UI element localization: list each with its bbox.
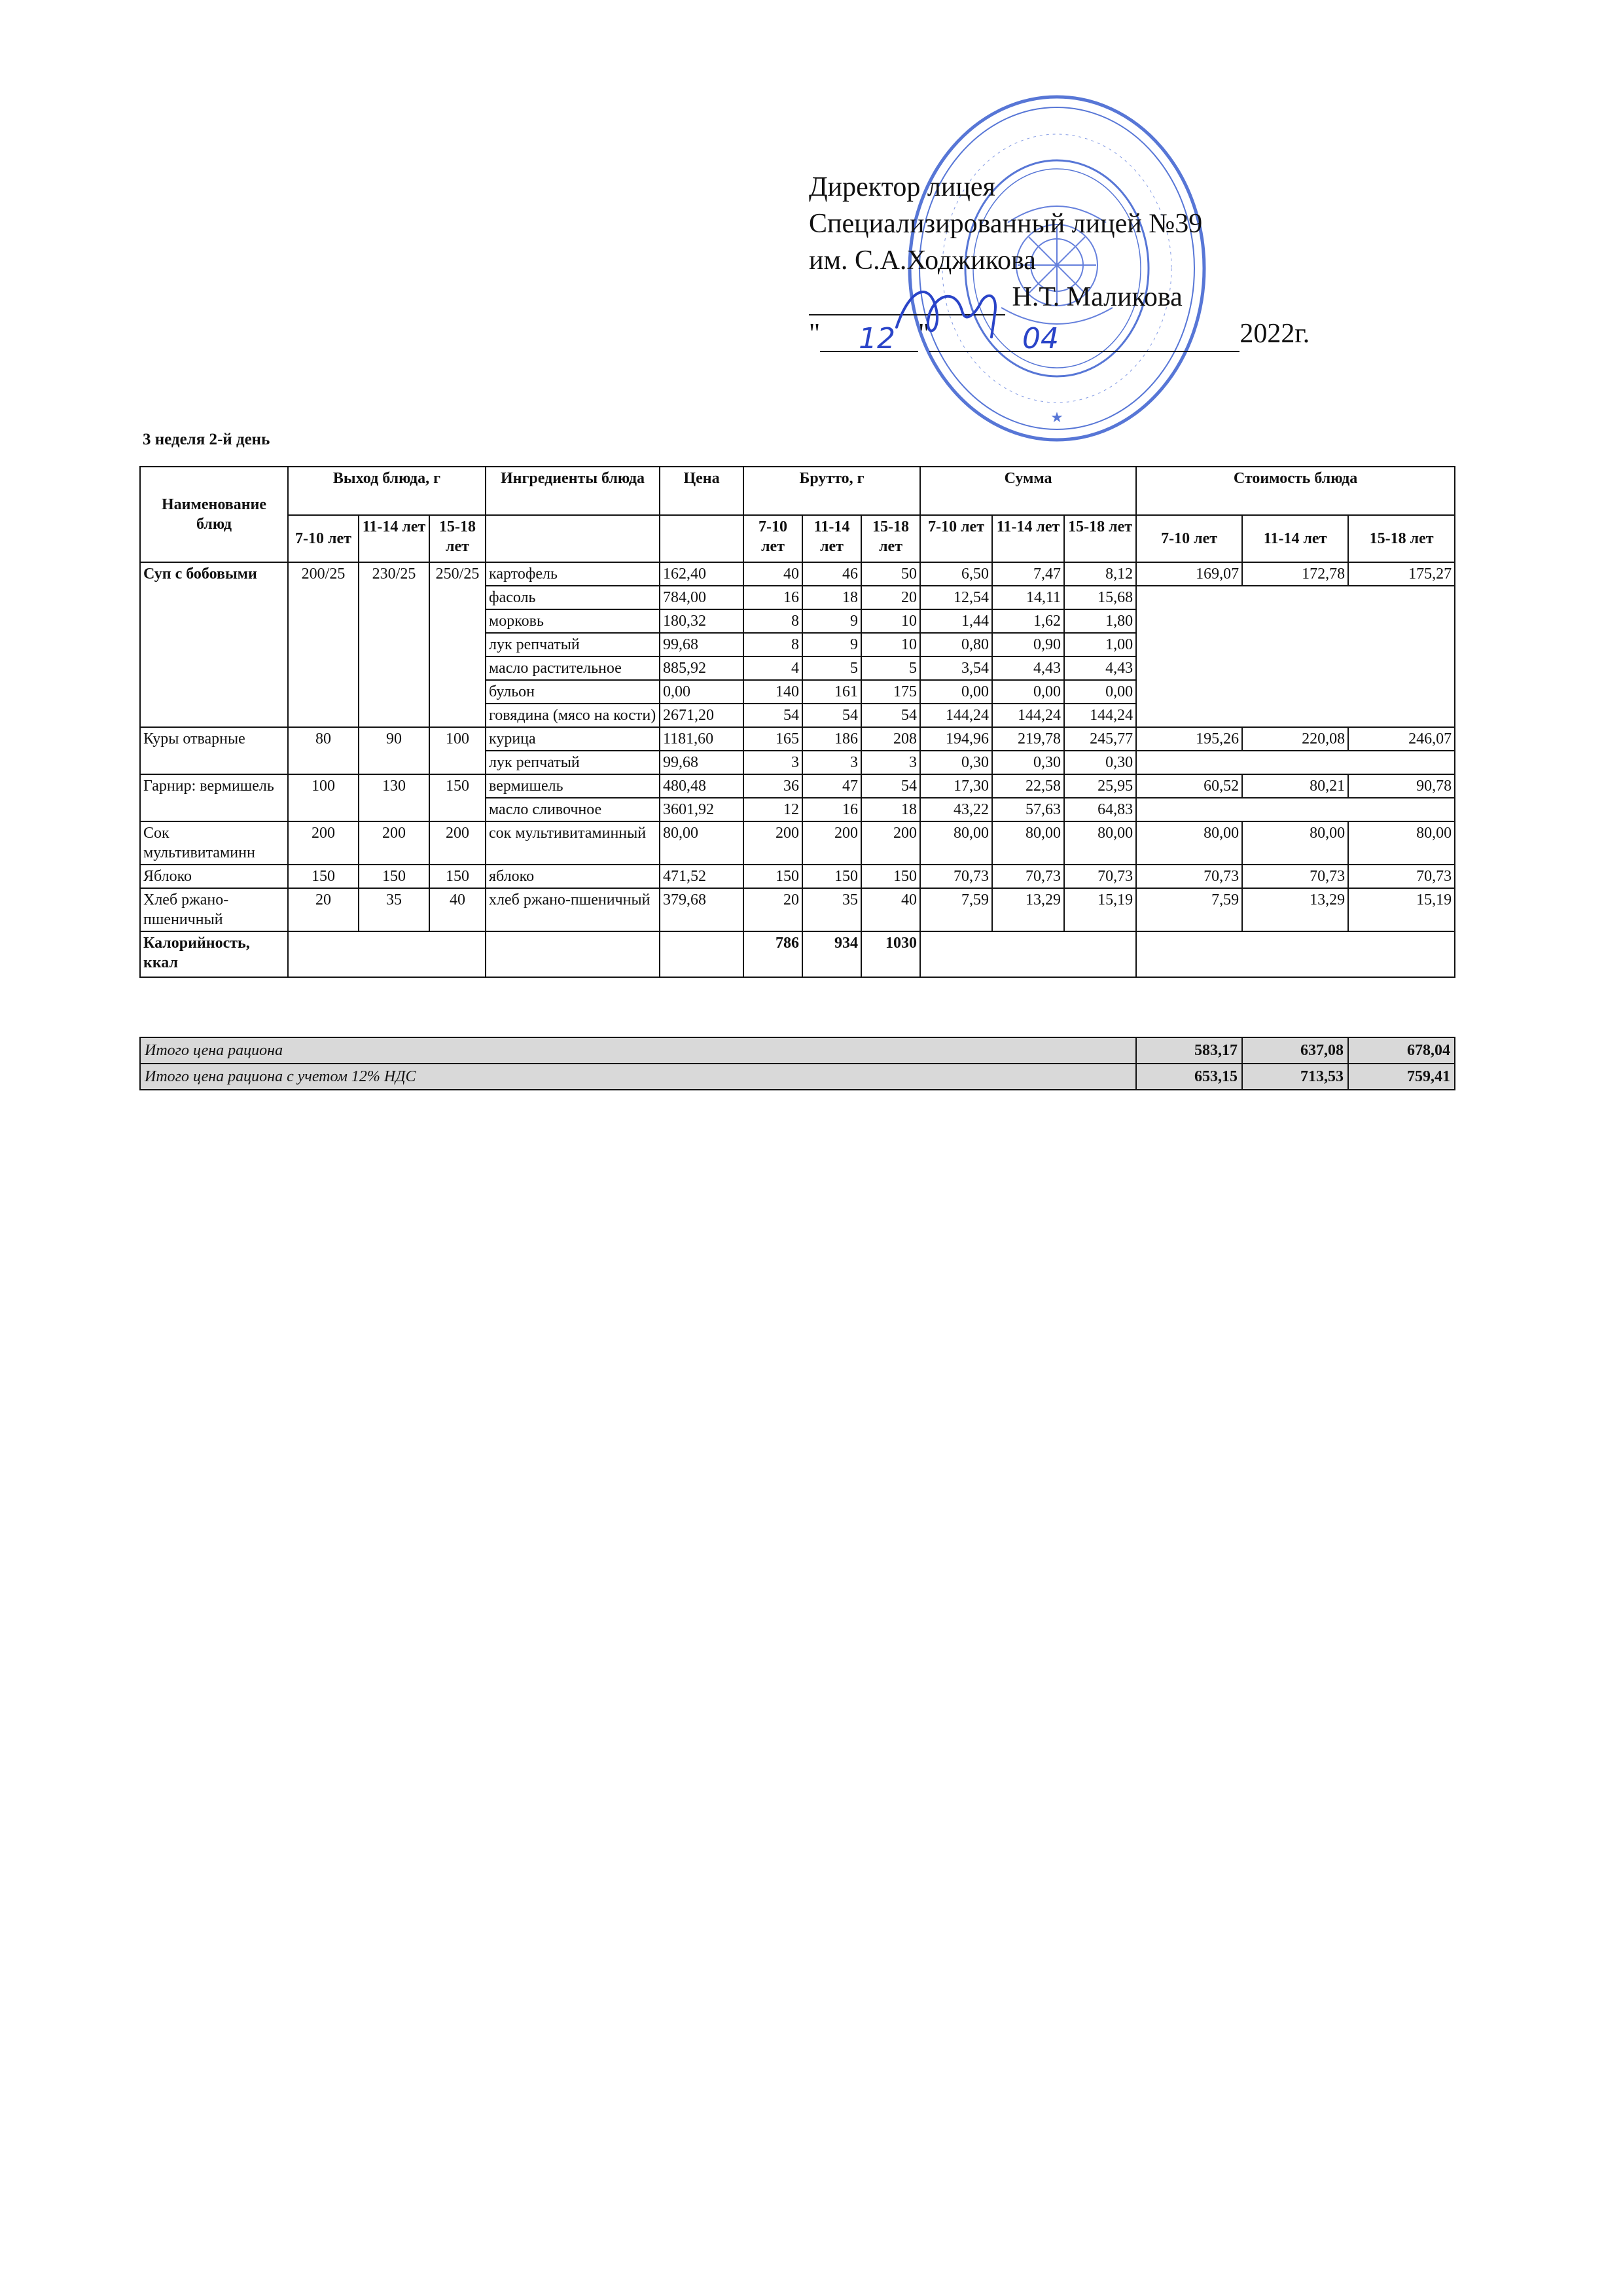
- menu-table: [139, 466, 1455, 978]
- dish-cost: 80,21: [1242, 774, 1348, 798]
- header-sum-age1: 7-10 лет: [920, 515, 992, 562]
- ingredient-brutto: 20: [861, 586, 920, 609]
- ingredient-brutto: 50: [861, 562, 920, 586]
- approval-position: Директор лицея: [809, 172, 995, 202]
- approval-school: Специализированный лицей №39: [809, 209, 1203, 239]
- ingredient-price: 379,68: [660, 888, 743, 931]
- ingredient-brutto: 16: [802, 798, 861, 821]
- ingredient-brutto: 40: [861, 888, 920, 931]
- header-output-age2: 11-14 лет: [359, 515, 429, 562]
- ingredient-sum: 17,30: [920, 774, 992, 798]
- ingredient-brutto: 54: [802, 704, 861, 727]
- ingredient-sum: 57,63: [992, 798, 1064, 821]
- ingredient-brutto: 54: [743, 704, 802, 727]
- header-brutto-age1: 7-10 лет: [743, 515, 802, 562]
- dish-cost: 172,78: [1242, 562, 1348, 586]
- ingredient-name: сок мультивитаминный: [486, 821, 660, 865]
- dish-output: 250/25: [429, 562, 486, 727]
- header-dish: Наименование блюд: [140, 467, 288, 562]
- ingredient-name: говядина (мясо на кости): [486, 704, 660, 727]
- ingredient-sum: 25,95: [1064, 774, 1136, 798]
- dish-cost: 246,07: [1348, 727, 1455, 751]
- dish-cost: 195,26: [1136, 727, 1242, 751]
- ingredient-sum: 43,22: [920, 798, 992, 821]
- ingredient-price: 0,00: [660, 680, 743, 704]
- date-mid-quote: ": [918, 319, 930, 349]
- total-vat-value: 759,41: [1348, 1064, 1455, 1090]
- table-row: [140, 888, 1455, 931]
- total-row: [140, 1064, 1455, 1090]
- total-vat-label: Итого цена рациона с учетом 12% НДС: [140, 1064, 1136, 1090]
- ingredient-brutto: 3: [743, 751, 802, 774]
- ingredient-brutto: 175: [861, 680, 920, 704]
- total-vat-value: 653,15: [1136, 1064, 1242, 1090]
- ingredient-brutto: 186: [802, 727, 861, 751]
- ingredient-price: 99,68: [660, 751, 743, 774]
- totals-table: [139, 1037, 1455, 1090]
- ingredient-brutto: 140: [743, 680, 802, 704]
- ingredient-price: 180,32: [660, 609, 743, 633]
- ingredient-price: 2671,20: [660, 704, 743, 727]
- svg-text:★: ★: [1050, 410, 1063, 426]
- ingredient-name: хлеб ржано-пшеничный: [486, 888, 660, 931]
- ingredient-name: лук репчатый: [486, 633, 660, 656]
- ingredient-price: 162,40: [660, 562, 743, 586]
- calories-empty-cell: [920, 931, 1136, 977]
- ingredient-sum: 7,59: [920, 888, 992, 931]
- ingredient-sum: 15,68: [1064, 586, 1136, 609]
- table-row: [140, 865, 1455, 888]
- calories-empty-cell: [486, 931, 660, 977]
- dish-name: Суп с бобовыми: [140, 562, 288, 727]
- ingredient-brutto: 208: [861, 727, 920, 751]
- ingredient-sum: 0,00: [920, 680, 992, 704]
- calories-empty-cell: [660, 931, 743, 977]
- ingredient-sum: 144,24: [920, 704, 992, 727]
- header-output-age1: 7-10 лет: [288, 515, 359, 562]
- ingredient-brutto: 9: [802, 609, 861, 633]
- dish-cost: 80,00: [1136, 821, 1242, 865]
- header-brutto: Брутто, г: [743, 467, 920, 515]
- dish-cost: 15,19: [1348, 888, 1455, 931]
- ingredient-brutto: 3: [802, 751, 861, 774]
- ingredient-price: 471,52: [660, 865, 743, 888]
- dish-output: 150: [359, 865, 429, 888]
- ingredient-brutto: 200: [802, 821, 861, 865]
- ingredient-price: 480,48: [660, 774, 743, 798]
- ingredient-sum: 1,80: [1064, 609, 1136, 633]
- calories-value: 934: [802, 931, 861, 977]
- ingredient-sum: 13,29: [992, 888, 1064, 931]
- dish-cost: 60,52: [1136, 774, 1242, 798]
- dish-cost: 70,73: [1136, 865, 1242, 888]
- ingredient-name: яблоко: [486, 865, 660, 888]
- dish-output: 100: [429, 727, 486, 774]
- date-year: 2022г.: [1240, 319, 1310, 349]
- ingredient-sum: 80,00: [992, 821, 1064, 865]
- dish-cost: 80,00: [1348, 821, 1455, 865]
- ingredient-sum: 12,54: [920, 586, 992, 609]
- ingredient-sum: 6,50: [920, 562, 992, 586]
- table-row: [140, 774, 1455, 798]
- header-brutto-age3: 15-18 лет: [861, 515, 920, 562]
- header-cost: Стоимость блюда: [1136, 467, 1455, 515]
- dish-output: 200: [429, 821, 486, 865]
- ingredient-sum: 15,19: [1064, 888, 1136, 931]
- header-price-empty: [660, 515, 743, 562]
- header-ingredients-empty: [486, 515, 660, 562]
- ingredient-sum: 8,12: [1064, 562, 1136, 586]
- ingredient-brutto: 40: [743, 562, 802, 586]
- ingredient-sum: 4,43: [992, 656, 1064, 680]
- header-sum: Сумма: [920, 467, 1136, 515]
- dish-output: 200/25: [288, 562, 359, 727]
- ingredient-brutto: 5: [802, 656, 861, 680]
- ingredient-brutto: 10: [861, 633, 920, 656]
- ingredient-brutto: 46: [802, 562, 861, 586]
- handwritten-day: 12: [859, 322, 895, 355]
- ingredient-price: 80,00: [660, 821, 743, 865]
- header-cost-age3: 15-18 лет: [1348, 515, 1455, 562]
- ingredient-brutto: 161: [802, 680, 861, 704]
- dish-output: 150: [429, 865, 486, 888]
- dish-output: 35: [359, 888, 429, 931]
- table-row: [140, 562, 1455, 586]
- dish-cost: 13,29: [1242, 888, 1348, 931]
- ingredient-sum: 0,30: [920, 751, 992, 774]
- ingredient-brutto: 12: [743, 798, 802, 821]
- ingredient-sum: 7,47: [992, 562, 1064, 586]
- handwritten-signature: [883, 275, 1027, 347]
- header-brutto-age2: 11-14 лет: [802, 515, 861, 562]
- ingredient-brutto: 150: [802, 865, 861, 888]
- table-row: [140, 821, 1455, 865]
- ingredient-name: морковь: [486, 609, 660, 633]
- dish-output: 20: [288, 888, 359, 931]
- ingredient-sum: 0,30: [992, 751, 1064, 774]
- dish-name: Куры отварные: [140, 727, 288, 774]
- total-value: 583,17: [1136, 1037, 1242, 1064]
- ingredient-sum: 0,00: [1064, 680, 1136, 704]
- calories-value: 1030: [861, 931, 920, 977]
- dish-cost: 175,27: [1348, 562, 1455, 586]
- header-cost-age2: 11-14 лет: [1242, 515, 1348, 562]
- ingredient-sum: 1,62: [992, 609, 1064, 633]
- dish-cost: 90,78: [1348, 774, 1455, 798]
- ingredient-price: 3601,92: [660, 798, 743, 821]
- ingredient-sum: 245,77: [1064, 727, 1136, 751]
- dish-output: 150: [288, 865, 359, 888]
- approval-school-name: им. С.А.Ходжикова: [809, 245, 1036, 276]
- ingredient-sum: 80,00: [920, 821, 992, 865]
- ingredient-brutto: 10: [861, 609, 920, 633]
- calories-value: 786: [743, 931, 802, 977]
- dish-output: 150: [429, 774, 486, 821]
- ingredient-brutto: 200: [861, 821, 920, 865]
- ingredient-sum: 3,54: [920, 656, 992, 680]
- ingredient-sum: 219,78: [992, 727, 1064, 751]
- ingredient-name: масло растительное: [486, 656, 660, 680]
- ingredient-brutto: 35: [802, 888, 861, 931]
- header-sum-age3: 15-18 лет: [1064, 515, 1136, 562]
- week-day-title: 3 неделя 2-й день: [143, 431, 270, 448]
- ingredient-brutto: 8: [743, 633, 802, 656]
- header-output-age3: 15-18 лет: [429, 515, 486, 562]
- ingredient-brutto: 3: [861, 751, 920, 774]
- ingredient-brutto: 36: [743, 774, 802, 798]
- date-open-quote: ": [809, 319, 821, 349]
- ingredient-sum: 80,00: [1064, 821, 1136, 865]
- dish-output: 90: [359, 727, 429, 774]
- ingredient-sum: 0,80: [920, 633, 992, 656]
- ingredient-brutto: 54: [861, 774, 920, 798]
- ingredient-sum: 14,11: [992, 586, 1064, 609]
- cost-empty-cell: [1136, 798, 1455, 821]
- ingredient-name: масло сливочное: [486, 798, 660, 821]
- ingredient-sum: 0,00: [992, 680, 1064, 704]
- dish-cost: 70,73: [1242, 865, 1348, 888]
- total-vat-value: 713,53: [1242, 1064, 1348, 1090]
- ingredient-name: вермишель: [486, 774, 660, 798]
- ingredient-brutto: 200: [743, 821, 802, 865]
- calories-row: [140, 931, 1455, 977]
- table-row: [140, 727, 1455, 751]
- ingredient-name: лук репчатый: [486, 751, 660, 774]
- dish-output: 40: [429, 888, 486, 931]
- ingredient-sum: 0,30: [1064, 751, 1136, 774]
- ingredient-sum: 144,24: [992, 704, 1064, 727]
- ingredient-brutto: 8: [743, 609, 802, 633]
- dish-name: Хлеб ржано-пшеничный: [140, 888, 288, 931]
- ingredient-name: фасоль: [486, 586, 660, 609]
- dish-output: 200: [359, 821, 429, 865]
- total-row: [140, 1037, 1455, 1064]
- calories-label: Калорийность, ккал: [140, 931, 288, 977]
- ingredient-brutto: 18: [802, 586, 861, 609]
- dish-name: Гарнир: вермишель: [140, 774, 288, 821]
- ingredient-sum: 70,73: [1064, 865, 1136, 888]
- ingredient-brutto: 4: [743, 656, 802, 680]
- total-value: 678,04: [1348, 1037, 1455, 1064]
- ingredient-sum: 64,83: [1064, 798, 1136, 821]
- ingredient-brutto: 16: [743, 586, 802, 609]
- ingredient-sum: 144,24: [1064, 704, 1136, 727]
- header-cost-age1: 7-10 лет: [1136, 515, 1242, 562]
- dish-name: Сок мультивитаминн: [140, 821, 288, 865]
- ingredient-name: картофель: [486, 562, 660, 586]
- ingredient-brutto: 20: [743, 888, 802, 931]
- dish-cost: 70,73: [1348, 865, 1455, 888]
- dish-cost: 220,08: [1242, 727, 1348, 751]
- calories-empty-cell: [1136, 931, 1455, 977]
- ingredient-name: курица: [486, 727, 660, 751]
- calories-empty-cell: [288, 931, 486, 977]
- dish-output: 230/25: [359, 562, 429, 727]
- ingredient-price: 784,00: [660, 586, 743, 609]
- ingredient-name: бульон: [486, 680, 660, 704]
- ingredient-brutto: 165: [743, 727, 802, 751]
- ingredient-sum: 0,90: [992, 633, 1064, 656]
- dish-output: 200: [288, 821, 359, 865]
- dish-cost: 169,07: [1136, 562, 1242, 586]
- dish-cost: 80,00: [1242, 821, 1348, 865]
- ingredient-brutto: 54: [861, 704, 920, 727]
- ingredient-brutto: 150: [861, 865, 920, 888]
- ingredient-sum: 4,43: [1064, 656, 1136, 680]
- dish-cost: 7,59: [1136, 888, 1242, 931]
- handwritten-month: 04: [1022, 322, 1059, 355]
- ingredient-price: 99,68: [660, 633, 743, 656]
- ingredient-sum: 1,00: [1064, 633, 1136, 656]
- header-sum-age2: 11-14 лет: [992, 515, 1064, 562]
- dish-output: 100: [288, 774, 359, 821]
- dish-name: Яблоко: [140, 865, 288, 888]
- dish-output: 80: [288, 727, 359, 774]
- dish-output: 130: [359, 774, 429, 821]
- cost-empty-cell: [1136, 751, 1455, 774]
- ingredient-brutto: 9: [802, 633, 861, 656]
- ingredient-brutto: 47: [802, 774, 861, 798]
- menu-table-body: [140, 562, 1455, 977]
- header-output: Выход блюда, г: [288, 467, 486, 515]
- ingredient-brutto: 150: [743, 865, 802, 888]
- ingredient-price: 1181,60: [660, 727, 743, 751]
- ingredient-brutto: 18: [861, 798, 920, 821]
- header-ingredients: Ингредиенты блюда: [486, 467, 660, 515]
- ingredient-brutto: 5: [861, 656, 920, 680]
- total-label: Итого цена рациона: [140, 1037, 1136, 1064]
- ingredient-sum: 70,73: [992, 865, 1064, 888]
- cost-empty-cell: [1136, 586, 1455, 727]
- ingredient-price: 885,92: [660, 656, 743, 680]
- ingredient-sum: 194,96: [920, 727, 992, 751]
- header-price: Цена: [660, 467, 743, 515]
- total-value: 637,08: [1242, 1037, 1348, 1064]
- ingredient-sum: 22,58: [992, 774, 1064, 798]
- ingredient-sum: 70,73: [920, 865, 992, 888]
- ingredient-sum: 1,44: [920, 609, 992, 633]
- signer-name: Н.Т. Маликова: [1012, 282, 1183, 312]
